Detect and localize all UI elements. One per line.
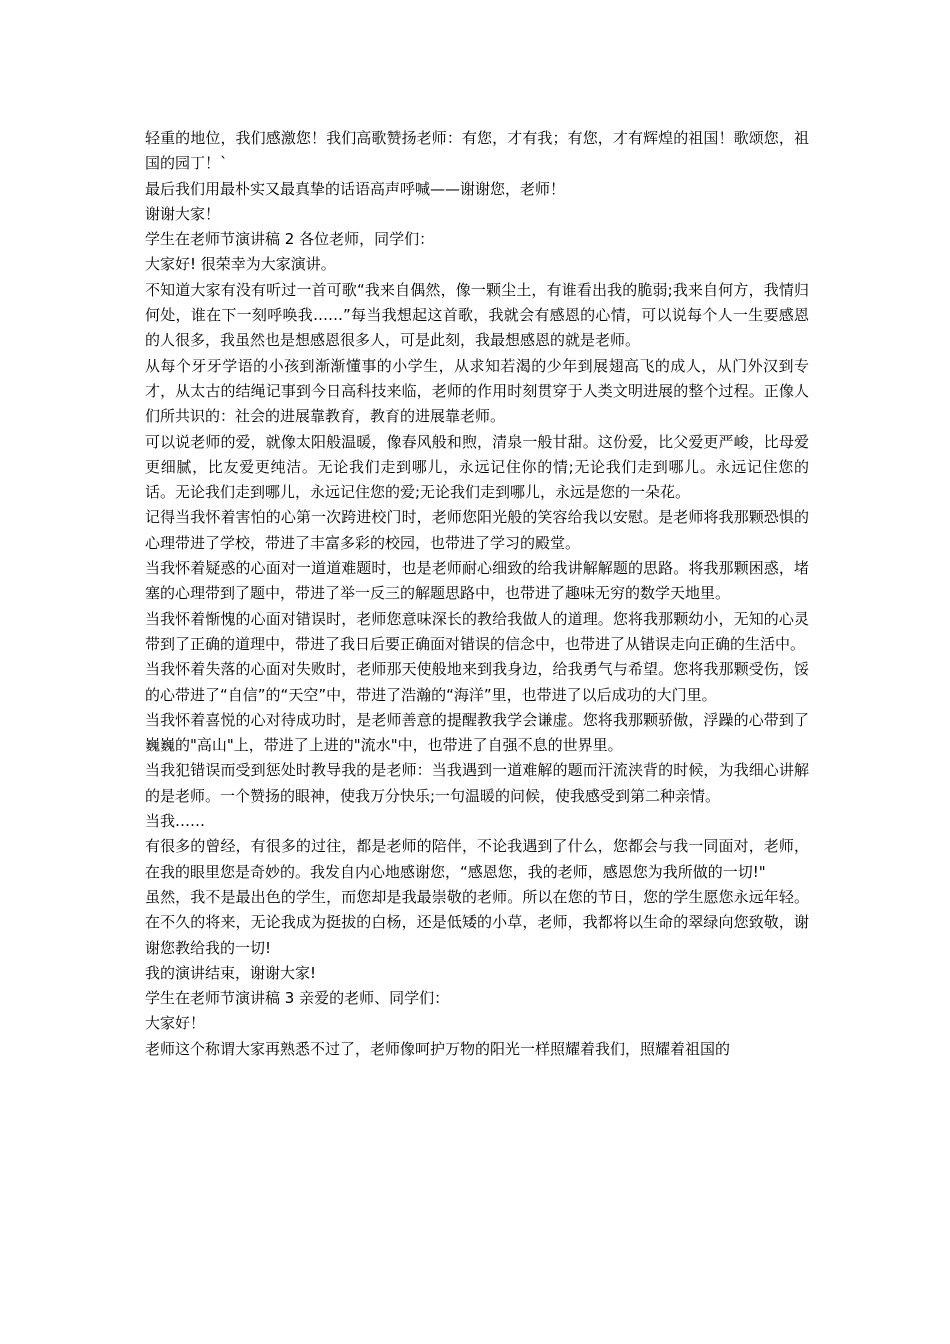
paragraph: 轻重的地位，我们感激您！我们高歌赞扬老师：有您，才有我；有您，才有辉煌的祖国！歌颂您，祖国的园丁！` [145, 129, 809, 173]
paragraph: 谢谢大家！ [145, 204, 221, 223]
document-body [145, 126, 809, 1062]
paragraph: 虽然，我不是最出色的学生，而您却是我最崇敬的老师。所以在您的节日，您的学生愿您永远年轻。在不久的将来，无论我成为挺拔的白杨，还是低矮的小草，老师，我都将以生命的翠绿向您致敬，谢谢您教给我的一切! [145, 887, 809, 957]
paragraph: 当我犯错误而受到惩处时教导我的是老师：当我遇到一道难解的题而汗流浃背的时候，为我细心讲解的是老师。一个赞扬的眼神，使我万分快乐;一句温暖的问候，使我感受到第二种亲情。 [145, 761, 809, 805]
paragraph: 记得当我怀着害怕的心第一次跨进校门时，老师您阳光般的笑容给我以安慰。是老师将我那颗恐惧的心理带进了学校，带进了丰富多彩的校园，也带进了学习的殿堂。 [145, 508, 809, 552]
paragraph: 当我…… [145, 812, 206, 831]
paragraph: 可以说老师的爱，就像太阳般温暖，像春风般和煦，清泉一般甘甜。这份爱，比父爱更严峻，比母爱更细腻，比友爱更纯洁。无论我们走到哪儿，永远记住你的情;无论我们走到哪儿。永远记住您的话。无论我们走到哪儿，永远记住您的爱;无论我们走到哪儿，永远是您的一朵花。 [145, 432, 809, 502]
section-heading: 学生在老师节演讲稿 2 各位老师，同学们： [145, 230, 435, 249]
paragraph: 不知道大家有没有听过一首可歌“我来自偶然，像一颗尘土，有谁看出我的脆弱;我来自何方，我情归何处，谁在下一刻呼唤我……”每当我想起这首歌，我就会有感恩的心情，可以说每个人一生要感恩的人很多，我虽然也是想感恩很多人，可是此刻，我最想感恩的就是老师。 [145, 280, 809, 350]
paragraph: 最后我们用最朴实又最真挚的话语高声呼喊——谢谢您，老师！ [145, 179, 566, 198]
paragraph: 当我怀着失落的心面对失败时，老师那天使般地来到我身边，给我勇气与希望。您将我那颗受伤，馁的心带进了“自信”的“天空”中，带进了浩瀚的“海洋”里，也带进了以后成功的大门里。 [145, 660, 809, 704]
paragraph: 从每个牙牙学语的小孩到渐渐懂事的小学生，从求知若渴的少年到展翅高飞的成人，从门外汉到专才，从太古的结绳记事到今日高科技来临，老师的作用时刻贯穿于人类文明进展的整个过程。正像人们所共识的：社会的进展靠教育，教育的进展靠老师。 [145, 356, 809, 426]
paragraph: 老师这个称谓大家再熟悉不过了，老师像呵护万物的阳光一样照耀着我们，照耀着祖国的 [145, 1039, 731, 1058]
paragraph: 当我怀着喜悦的心对待成功时，是老师善意的提醒教我学会谦虚。您将我那颗骄傲，浮躁的心带到了巍巍的"高山"上，带进了上进的"流水"中，也带进了自强不息的世界里。 [145, 710, 809, 755]
paragraph: 有很多的曾经，有很多的过往，都是老师的陪伴，不论我遇到了什么，您都会与我一同面对，老师，在我的眼里您是奇妙的。我发自内心地感谢您，“感恩您，我的老师，感恩您为我所做的一切!" [145, 837, 809, 881]
paragraph: 大家好！ [145, 1014, 206, 1033]
section-heading: 学生在老师节演讲稿 3 亲爱的老师、同学们： [145, 989, 450, 1008]
paragraph: 当我怀着惭愧的心面对错误时，老师您意味深长的教给我做人的道理。您将我那颗幼小，无知的心灵带到了正确的道理中，带进了我日后要正确面对错误的信念中，也带进了从错误走向正确的生活中。 [145, 609, 809, 653]
paragraph: 我的演讲结束，谢谢大家! [145, 963, 317, 982]
paragraph: 当我怀着疑惑的心面对一道道难题时，也是老师耐心细致的给我讲解解题的思路。将我那颗困惑，堵塞的心理带到了题中，带进了举一反三的解题思路中，也带进了趣味无穷的数学天地里。 [145, 559, 809, 603]
paragraph: 大家好! 很荣幸为大家演讲。 [145, 255, 336, 274]
